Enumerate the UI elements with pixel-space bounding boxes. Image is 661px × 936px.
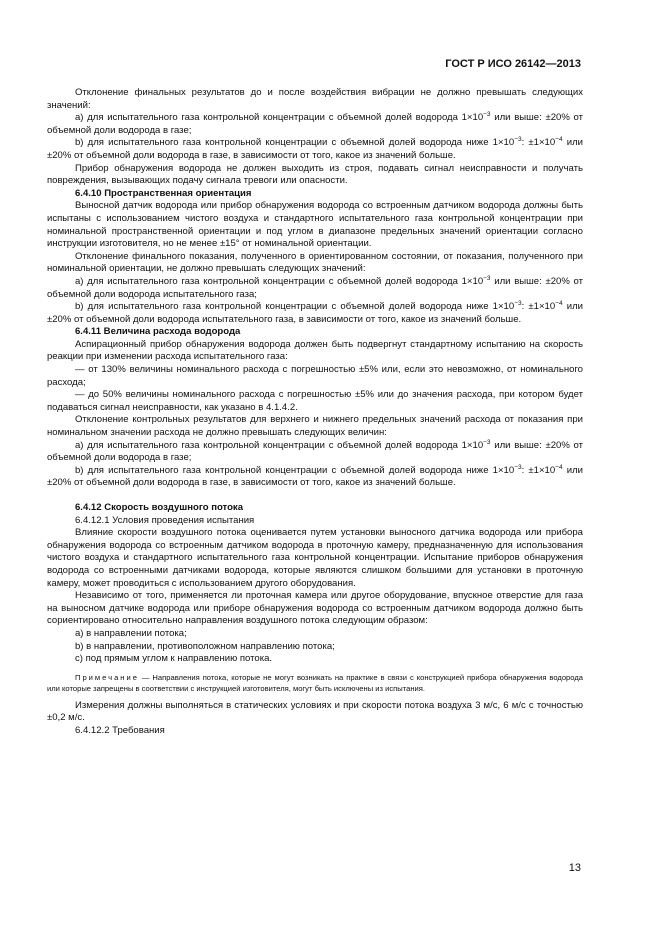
superscript: −4 xyxy=(555,463,563,471)
section-heading: 6.4.11 Величина расхода водорода xyxy=(75,326,241,338)
text: или ±20% от объемной доли водорода в газе, в зависимости от того, какое из значений больше. xyxy=(47,464,583,489)
paragraph xyxy=(47,440,583,465)
text: a) для испытательного газа контрольной концентрации с объемной долей водорода 1×10 xyxy=(75,275,484,287)
paragraph: Отклонение финальных результатов до и после воздействия вибрации не должно превышать следующих значений: xyxy=(47,87,583,111)
paragraph: Выносной датчик водорода или прибор обнаружения водорода со встроенным датчиком водорода должны быть испытаны с использованием чистого воздуха и стандартного испытательного газа контрольной концентрации при номинальной пространственной ориентации и под углом в диапазоне предельных значений ориентации согласно инструкции изготовителя, но не менее ±15° от номинальной ориентации. xyxy=(47,200,583,250)
paragraph xyxy=(47,301,583,326)
text: : ±1×10 xyxy=(521,137,556,149)
text: : ±1×10 xyxy=(521,464,556,476)
text: или выше: ±20% от объемной доли водорода в газе; xyxy=(47,112,583,136)
superscript: −3 xyxy=(483,438,491,446)
subsection-heading: 6.4.12.2 Требования xyxy=(75,724,165,736)
text: или ±20% от объемной доли водорода в газе, в зависимости от того, какое из значений больше. xyxy=(47,137,583,161)
text: b) для испытательного газа контрольной концентрации с объемной долей водорода ниже 1×10 xyxy=(75,301,515,313)
note xyxy=(47,672,583,694)
superscript: −4 xyxy=(555,136,563,144)
superscript: −4 xyxy=(555,300,563,308)
superscript: −3 xyxy=(483,274,491,282)
text: a) для испытательного газа контрольной концентрации с объемной долей водорода 1×10 xyxy=(75,112,484,124)
text: или ±20% от объемной доли водорода испытательного газа, в зависимости от того, какое из значений больше. xyxy=(47,301,583,325)
list-item: a) в направлении потока; xyxy=(75,627,187,639)
superscript: −3 xyxy=(514,136,522,144)
paragraph: — от 130% величины номинального расхода с погрешностью ±5% или, если это невозможно, от номинального расхода; xyxy=(47,364,583,388)
paragraph: Влияние скорости воздушного потока оценивается путем установки выносного датчика водорода или прибора обнаружения водорода со встроенным датчиком водорода в проточную камеру, предназначенную для использования чистого воздуха и стандартного испытательного газа контрольной концентрации. Испытание приборов обнаружения водорода со встроенными датчиками водорода, которые являются слишком большими для установки в проточную камеру, может проводиться с использованием другого оборудования. xyxy=(47,527,583,589)
paragraph: Отклонение контрольных результатов для верхнего и нижнего предельных значений расхода от показания при номинальном значении расхода не должно превышать следующих величин: xyxy=(47,414,583,439)
note-text: — Направления потока, которые не могут возникать на практике в связи с конструкцией прибора обнаружения водорода или которые запрещены в соответствии с инструкцией изготовителя, могут быть исключены из испытания. xyxy=(47,672,583,693)
paragraph xyxy=(47,137,583,162)
text: или выше: ±20% от объемной доли водорода испытательного газа; xyxy=(47,275,583,300)
list-item: b) в направлении, противоположном направлению потока; xyxy=(75,640,335,652)
page-number: 13 xyxy=(568,862,581,874)
text: : ±1×10 xyxy=(521,301,556,313)
paragraph xyxy=(47,465,583,490)
paragraph xyxy=(47,112,583,137)
superscript: −3 xyxy=(514,300,522,308)
list-item: c) под прямым углом к направлению потока. xyxy=(75,653,273,665)
paragraph: Независимо от того, применяется ли проточная камера или другое оборудование, впускное отверстие для газа на выносном датчике водорода или приборе обнаружения водорода со встроенным датчиком водорода должно быть сориентировано относительно направления воздушного потока следующим образом: xyxy=(47,590,583,627)
superscript: −3 xyxy=(514,463,522,471)
document-header: ГОСТ Р ИСО 26142—2013 xyxy=(445,58,581,70)
paragraph: — до 50% величины номинального расхода с погрешностью ±5% или до значения расхода, при котором будет подаваться сигнал неисправности, как указано в 4.1.4.2. xyxy=(47,389,583,413)
superscript: −3 xyxy=(483,111,491,119)
text: b) для испытательного газа контрольной концентрации с объемной долей водорода ниже 1×10 xyxy=(75,137,515,149)
paragraph: Аспирационный прибор обнаружения водорода должен быть подвергнут стандартному испытанию на скорость реакции при изменении расхода испытательного газа: xyxy=(47,338,583,363)
note-label: Примечание xyxy=(75,672,139,682)
page-body xyxy=(47,87,583,738)
text: a) для испытательного газа контрольной концентрации с объемной долей водорода 1×10 xyxy=(75,439,484,451)
paragraph: Отклонение финального показания, полученного в ориентированном состоянии, от показания, полученного при номинальной ориентации, не должно превышать следующих значений: xyxy=(47,250,583,275)
subsection-heading: 6.4.12.1 Условия проведения испытания xyxy=(75,514,255,526)
section-heading: 6.4.10 Пространственная ориентация xyxy=(75,187,252,199)
paragraph: Измерения должны выполняться в статических условиях и при скорости потока воздуха 3 м/с, 6 м/с с точностью ±0,2 м/с. xyxy=(47,699,583,724)
text: или выше: ±20% от объемной доли водорода в газе; xyxy=(47,439,583,464)
text: b) для испытательного газа контрольной концентрации с объемной долей водорода ниже 1×10 xyxy=(75,464,515,476)
paragraph xyxy=(47,276,583,301)
paragraph: Прибор обнаружения водорода не должен выходить из строя, подавать сигнал неисправности и получать повреждения, вызывающих подачу сигнала тревоги или опасности. xyxy=(47,162,583,187)
section-heading: 6.4.12 Скорость воздушного потока xyxy=(75,502,244,513)
